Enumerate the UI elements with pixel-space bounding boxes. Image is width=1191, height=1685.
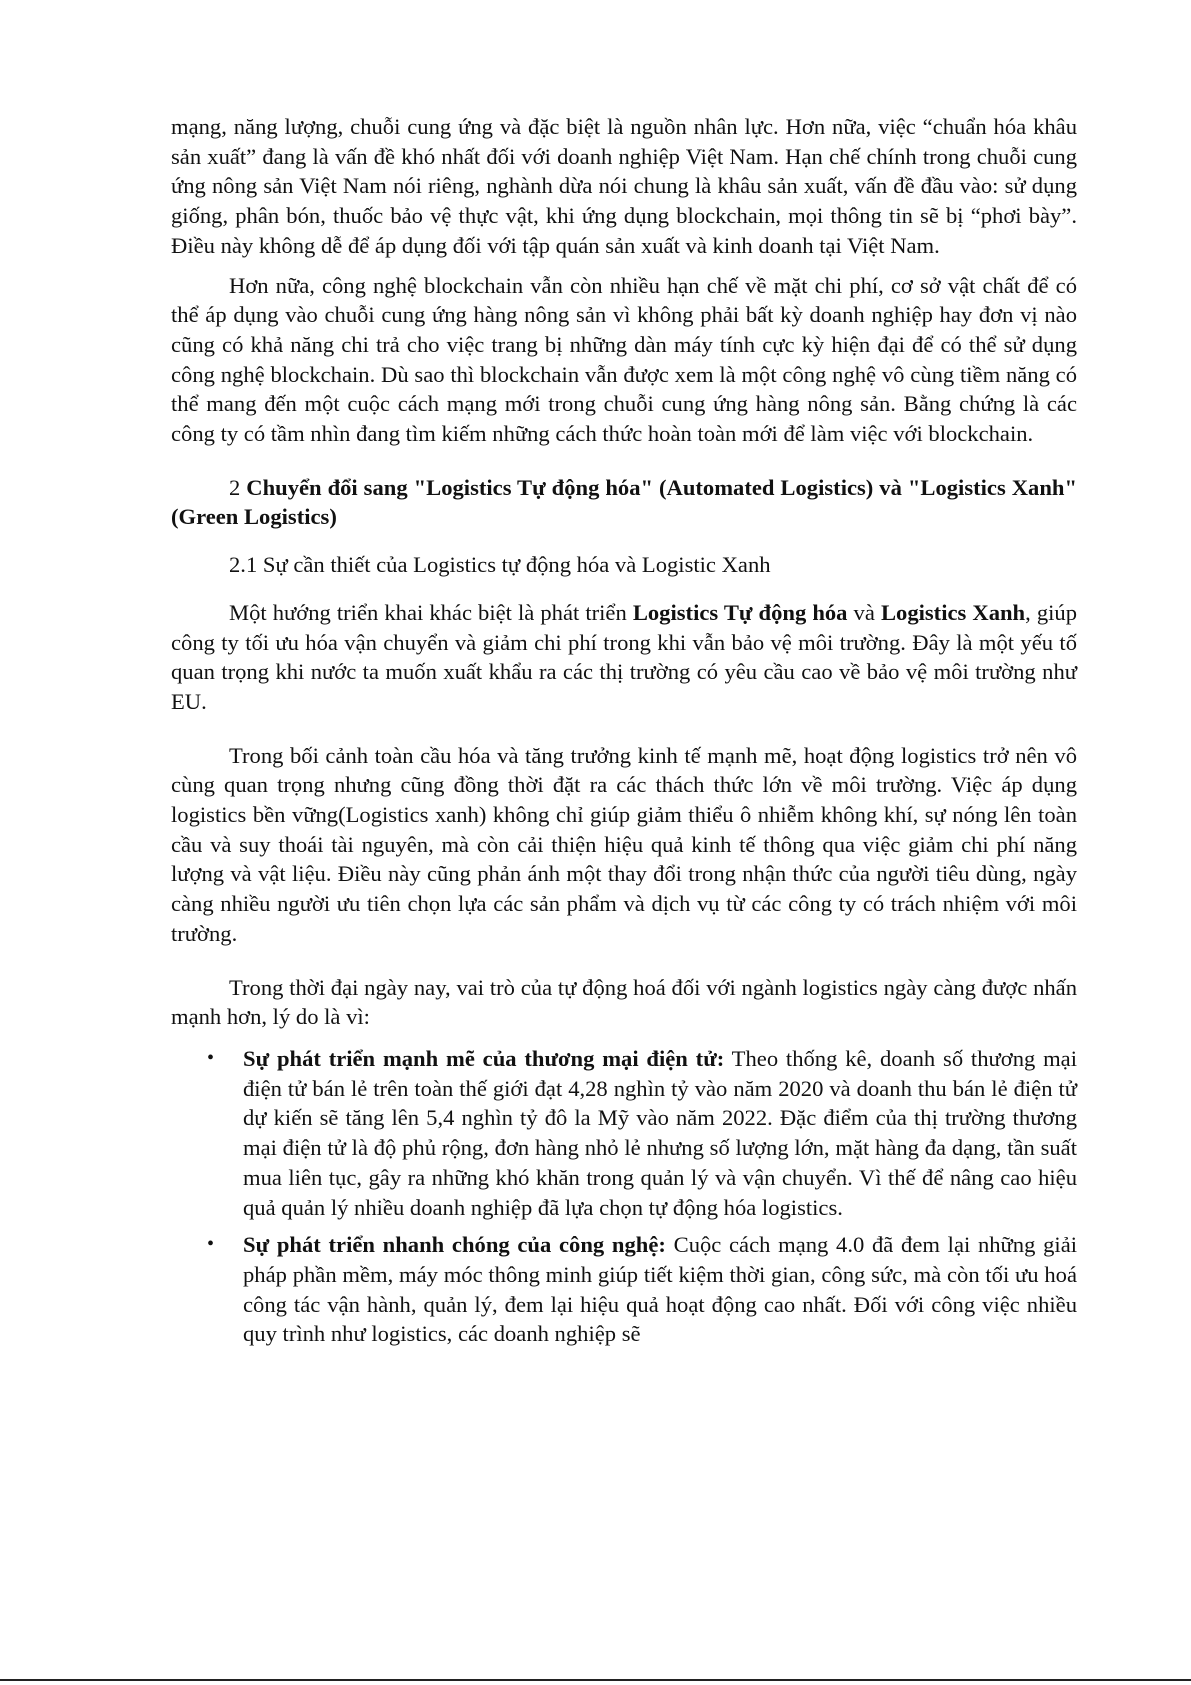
text-mid: và bbox=[847, 599, 881, 625]
bold-term-automated: Logistics Tự động hóa bbox=[632, 599, 848, 625]
text-rest: , giúp công ty tối ưu hóa vận chuyển và giảm chi phí trong khi vẫn bảo vệ môi trường. Đây là một yếu tố quan trọng khi nước ta muốn xuất khẩu ra các thị trường có yêu cầu cao về bảo vệ môi trường như EU. bbox=[171, 599, 1078, 714]
list-item bbox=[171, 1044, 1077, 1222]
section-number: 2 bbox=[229, 474, 241, 500]
list-item-text: Theo thống kê, doanh số thương mại điện tử bán lẻ trên toàn thế giới đạt 4,28 nghìn tỷ vào năm 2020 và doanh thu bán lẻ điện tử dự kiến sẽ tăng lên 5,4 nghìn tỷ đô la Mỹ vào năm 2022. Đặc điểm của thị trường thương mại điện tử là độ phủ rộng, đơn hàng nhỏ lẻ nhưng số lượng lớn, mặt hàng đa dạng, tần suất mua liên tục, gây ra những khó khăn trong quản lý và vận chuyển. Vì thế để nâng cao hiệu quả quản lý nhiều doanh nghiệp đã lựa chọn tự động hóa logistics. bbox=[243, 1045, 1077, 1220]
section-heading-2 bbox=[171, 473, 1077, 532]
list-item-text: Cuộc cách mạng 4.0 đã đem lại những giải pháp phần mềm, máy móc thông minh giúp tiết kiệm thời gian, công sức, mà còn tối ưu hoá công tác vận hành, quản lý, đem lại hiệu quả hoạt động cao nhất. Đối với công việc nhiều quy trình như logistics, các doanh nghiệp sẽ bbox=[243, 1232, 1077, 1347]
list-item-title: Sự phát triển nhanh chóng của công nghệ: bbox=[243, 1232, 666, 1258]
section-title: Chuyển đổi sang "Logistics Tự động hóa" (Automated Logistics) và "Logistics Xanh" (Green Logistics) bbox=[171, 474, 1077, 530]
reasons-list bbox=[171, 1044, 1077, 1349]
list-item-title: Sự phát triển mạnh mẽ của thương mại điện tử: bbox=[243, 1045, 725, 1071]
paragraph-globalization: Trong bối cảnh toàn cầu hóa và tăng trưởng kinh tế mạnh mẽ, hoạt động logistics trở nên vô cùng quan trọng nhưng cũng đồng thời đặt ra các thách thức lớn về môi trường. Việc áp dụng logistics bền vững(Logistics xanh) không chỉ giúp giảm thiểu ô nhiễm không khí, sự nóng lên toàn cầu và suy thoái tài nguyên, mà còn cải thiện hiệu quả kinh tế thông qua việc giảm chi phí năng lượng và vật liệu. Điều này cũng phản ánh một thay đổi trong nhận thức của người tiêu dùng, ngày càng nhiều người ưu tiên chọn lựa các sản phẩm và dịch vụ từ các công ty có trách nhiệm với môi trường. bbox=[171, 742, 1077, 946]
paragraph-automation-role: Trong thời đại ngày nay, vai trò của tự động hoá đối với ngành logistics ngày càng được nhấn mạnh hơn, lý do là vì: bbox=[171, 974, 1077, 1030]
text-lead: Một hướng triển khai khác biệt là phát triển bbox=[229, 599, 633, 625]
subsection-heading-2-1: 2.1 Sự cần thiết của Logistics tự động hóa và Logistic Xanh bbox=[229, 552, 771, 578]
list-item bbox=[171, 1230, 1077, 1349]
page-bottom-rule bbox=[0, 1679, 1191, 1681]
bullet-icon: • bbox=[207, 1046, 215, 1069]
bullet-icon: • bbox=[207, 1233, 215, 1256]
document-page bbox=[171, 112, 1077, 1349]
paragraph-automated-green-logistics bbox=[171, 598, 1077, 717]
bold-term-green: Logistics Xanh bbox=[880, 599, 1026, 625]
paragraph-blockchain-limits: mạng, năng lượng, chuỗi cung ứng và đặc biệt là nguồn nhân lực. Hơn nữa, việc “chuẩn hóa khâu sản xuất” đang là vấn đề khó nhất đối với doanh nghiệp Việt Nam. Hạn chế chính trong chuỗi cung ứng nông sản Việt Nam nói riêng, nghành dừa nói chung là khâu sản xuất, vấn đề đầu vào: sử dụng giống, phân bón, thuốc bảo vệ thực vật, khi ứng dụng blockchain, mọi thông tin sẽ bị “phơi bày”. Điều này không dễ để áp dụng đối với tập quán sản xuất và kinh doanh tại Việt Nam. bbox=[171, 114, 1077, 258]
paragraph-blockchain-cost: Hơn nữa, công nghệ blockchain vẫn còn nhiều hạn chế về mặt chi phí, cơ sở vật chất để có thể áp dụng vào chuỗi cung ứng hàng nông sản vì không phải bất kỳ doanh nghiệp hay đơn vị nào cũng có khả năng chi trả cho việc trang bị những dàn máy tính cực kỳ hiện đại để có thể sử dụng công nghệ blockchain. Dù sao thì blockchain vẫn được xem là một công nghệ vô cùng tiềm năng có thể mang đến một cuộc cách mạng mới trong chuỗi cung ứng hàng nông sản. Bằng chứng là các công ty có tầm nhìn đang tìm kiếm những cách thức hoàn toàn mới để làm việc với blockchain. bbox=[171, 272, 1077, 447]
